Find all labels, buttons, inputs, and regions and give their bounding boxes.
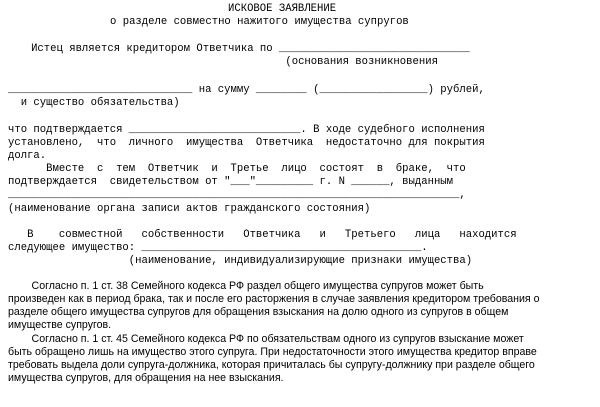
paragraph-line: произведен как в период брака, так и после его расторжения в случае заявления кредитором требования о <box>8 293 540 305</box>
text-line: _____________________________ на сумму ________ (_________________) рублей, <box>8 84 485 96</box>
text-line: Истец является кредитором Ответчика по ______________________________ <box>12 43 470 55</box>
paragraph-line: имуществе супругов. <box>8 319 112 331</box>
document-subtitle: о разделе совместно нажитого имущества супругов <box>110 16 409 28</box>
text-line: установлено, что личного имущества Ответчика недостаточно для покрытия <box>8 137 485 149</box>
text-line: В совместной собственности Ответчика и Третьего лица находится <box>8 229 517 241</box>
text-line: Вместе с тем Ответчик и Третье лицо состоят в браке, что <box>8 163 466 175</box>
text-line: следующее имущество: ____________________________________________. <box>8 242 428 254</box>
text-line: (наименование, индивидуализирующие признаки имущества) <box>8 255 473 267</box>
text-line: подтверждается свидетельством от "___"_________ г. N ______, выданным <box>8 176 454 188</box>
text-line: (основания возникновения <box>12 56 438 68</box>
document-title: ИСКОВОЕ ЗАЯВЛЕНИЕ <box>228 3 337 15</box>
paragraph-line: имущества супругов, для обращения на нее взыскания. <box>8 372 284 384</box>
paragraph-line: быть обращено лишь на имущество этого супруга. При недостаточности этого имущества кредитор вправе <box>8 346 537 358</box>
text-line: и существо обязательства) <box>8 97 180 109</box>
text-line: что подтверждается ___________________________. В ходе судебного исполнения <box>8 124 485 136</box>
paragraph-line: Согласно п. 1 ст. 38 Семейного кодекса РФ раздел общего имущества супругов может быть <box>8 280 484 292</box>
paragraph-line: требовать выдела доли супруга-должника, которая причиталась бы супругу-должнику при разделе общего <box>8 359 535 371</box>
text-line: _______________________________________________________________________, <box>8 189 466 201</box>
text-line: (наименование органа записи актов гражданского состояния) <box>8 203 371 215</box>
paragraph-line: разделе общего имущества супругов для обращения взыскания на долю одного из супругов в общем <box>8 306 509 318</box>
paragraph-line: Согласно п. 1 ст. 45 Семейного кодекса РФ по обязательствам одного из супругов взыскание может <box>8 333 524 345</box>
text-line: долга. <box>8 150 47 162</box>
